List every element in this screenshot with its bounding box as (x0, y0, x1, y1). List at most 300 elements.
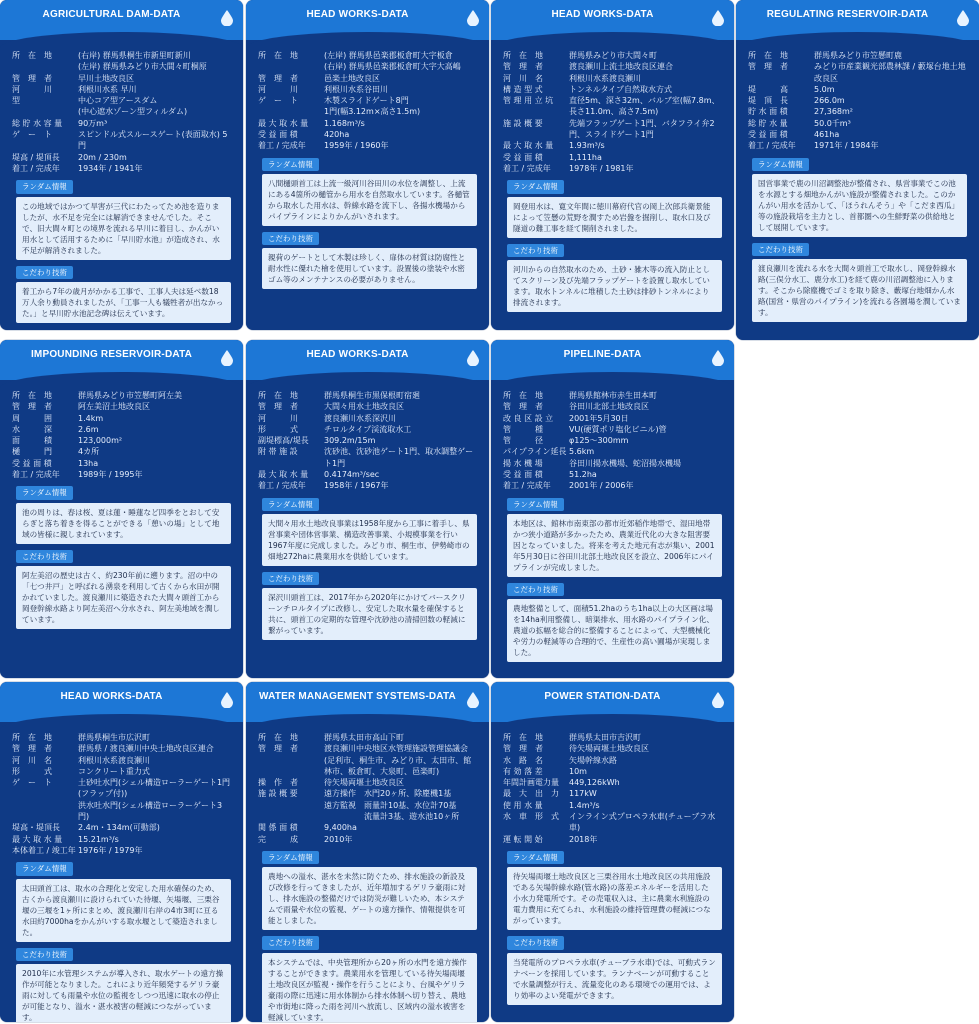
spec-label: 河 川 (258, 413, 298, 423)
spec-row (258, 777, 479, 788)
card-water-management (246, 682, 489, 1022)
random-info-text: 大間々用水土地改良事業は1958年度から工事に着手し、県営事業や団体営事業、構造改善事業、小規模事業を行い1967年度に完成しました。みどり市、桐生市、伊勢崎市の畑地272haに農業用水を供給しています。 (262, 514, 477, 566)
spec-row (12, 435, 233, 446)
tech-section (258, 232, 479, 289)
spec-row (258, 446, 479, 469)
spec-label: 管 理 者 (258, 744, 298, 754)
spec-row (12, 95, 233, 118)
spec-label: 総 貯 水 量 (748, 118, 788, 128)
spec-row (12, 469, 233, 480)
spec-label: 水 路 名 (503, 755, 543, 765)
spec-value: 266.0m (814, 96, 845, 106)
spec-label: 所 在 地 (12, 51, 52, 60)
spec-label: 施 設 概 要 (258, 789, 298, 799)
spec-value: 中心コア型アースダム (中心遮水ゾーン型フィルダム) (78, 96, 188, 117)
spec-label: 受 益 面 積 (12, 458, 52, 468)
random-info-label: ランダム情報 (752, 158, 809, 171)
spec-label: 樋 門 (12, 447, 52, 457)
spec-row (12, 834, 233, 845)
card-body (0, 380, 243, 635)
spec-value: 渡良瀬川中央地区水管理施設管理協議会(足利市、桐生市、みどり市、太田市、館林市、板倉町、大泉町、邑楽町) (324, 744, 472, 776)
spec-label: 最 大 取 水 量 (258, 118, 309, 128)
card-title: HEAD WORKS-DATA (306, 9, 409, 20)
spec-value: 420ha (324, 130, 350, 140)
spec-value: (左岸) 群馬県邑楽郡板倉町大字板倉 (右岸) 群馬県邑楽郡板倉町大字大高嶋 (324, 51, 461, 72)
spec-label: 受 益 面 積 (503, 152, 543, 162)
spec-row (258, 480, 479, 491)
tech-text: 当発電所のプロペラ水車(チューブラ水車)では、可動式ランナベーンを採用しています。ランナベーンが可動することで水量調整が行え、流量変化のある環境での運用では、より効率のよい発電ができます。 (507, 953, 722, 1005)
spec-label: 所 在 地 (12, 733, 52, 742)
random-info-section (748, 158, 969, 237)
random-info-label: ランダム情報 (507, 180, 564, 193)
tech-label: こだわり技術 (16, 266, 73, 279)
spec-label: 関 係 面 積 (258, 823, 298, 833)
tech-section (258, 936, 479, 1022)
spec-row (503, 788, 724, 799)
water-drop-icon (467, 10, 479, 26)
spec-value: 309.2m/15m (324, 436, 376, 446)
spec-label: 水 深 (12, 424, 52, 434)
spec-value: 90万m³ (78, 118, 108, 128)
card-head-works-2 (491, 0, 734, 330)
spec-row (503, 469, 724, 480)
tech-label: こだわり技術 (262, 232, 319, 245)
spec-value: 2.4m・134m(可動部) (78, 823, 160, 833)
spec-label: 総 貯 水 容 量 (12, 118, 63, 128)
card-body (246, 722, 489, 1022)
random-info-label: ランダム情報 (262, 498, 319, 511)
tech-text: 着工から7年の歳月がかかる工事で、工事人夫は延べ数18万人余り動員されましたが、「工事一人も犠牲者が出なかった。」と早川貯水池記念碑は伝えています。 (16, 282, 231, 323)
spec-value: 群馬県太田市高山下町 (324, 733, 404, 742)
card-body (491, 380, 734, 668)
spec-label: 形 式 (12, 766, 52, 776)
spec-value: トンネルタイプ自然取水方式 (569, 84, 673, 94)
spec-value: 阿左美沼土地改良区 (78, 402, 150, 412)
spec-value: 117kW (569, 789, 597, 799)
card-body (246, 40, 489, 295)
spec-value: 449,126kWh (569, 778, 620, 788)
spec-value: 矢場幹線水路 (569, 755, 617, 765)
spec-value: 遠方操作 水門20ヶ所、除塵機1基 遠方監視 雨量計10基、水位計70基 流量計3基、遊水池10ヶ所 (324, 789, 460, 822)
spec-value: 1.168m³/s (324, 118, 365, 128)
spec-row (12, 777, 233, 822)
spec-row (503, 446, 724, 457)
card-title: POWER STATION-DATA (544, 691, 661, 702)
spec-label: 面 積 (12, 436, 52, 446)
water-drop-icon (712, 350, 724, 366)
spec-row (258, 390, 479, 401)
spec-row (503, 800, 724, 811)
card-title: WATER MANAGEMENT SYSTEMS-DATA (259, 691, 456, 702)
spec-value: 5.0m (814, 84, 835, 94)
card-title: HEAD WORKS-DATA (306, 349, 409, 360)
spec-row (12, 413, 233, 424)
spec-label: 堤高・堤頂長 (12, 823, 60, 833)
card-head-works-3 (246, 340, 489, 678)
spec-label: 所 在 地 (258, 51, 298, 60)
random-info-section (258, 851, 479, 930)
random-info-label: ランダム情報 (16, 486, 73, 499)
spec-row (503, 84, 724, 95)
tech-label: こだわり技術 (16, 948, 73, 961)
spec-value: 邑楽土地改良区 (324, 73, 380, 83)
card-body (491, 722, 734, 1011)
spec-label: ゲ ー ト (12, 130, 52, 140)
spec-label: 最 大 出 力 (503, 789, 559, 799)
spec-value: 渡良瀬川水系深沢川 (324, 413, 396, 423)
spec-row (503, 424, 724, 435)
spec-value: 先端フラップゲート1門、バタフライ弁2門、スライドゲート1門 (569, 118, 715, 140)
random-info-section (12, 862, 233, 941)
card-impounding-reservoir (0, 340, 243, 678)
spec-value: 群馬県みどり市笠懸町阿左美 (78, 391, 182, 400)
spec-value: 谷田川揚水機場、蛇沼揚水機場 (569, 458, 681, 468)
random-info-label: ランダム情報 (16, 862, 73, 875)
spec-value: 123,000m² (78, 436, 123, 446)
spec-label: 管 理 用 立 坑 (503, 96, 554, 106)
random-info-section (503, 851, 724, 930)
random-info-text: 待矢場両堰土地改良区と三栗谷用水土地改良区の共用施設である矢場幹線水路(管水路)の落差エネルギーを活用した小水力発電所です。その売電収入は、主に農業水利施設の電力費用に充てられ、水利施設の維持管理費の軽減につながっています。 (507, 867, 722, 930)
spec-label: 着工 / 完成年 (258, 481, 306, 491)
spec-label: 所 在 地 (503, 51, 543, 60)
spec-value: 待矢場両堰土地改良区 (569, 744, 649, 754)
spec-label: 堤 頂 長 (748, 96, 788, 106)
random-info-section (258, 498, 479, 566)
spec-label: 堤 高 (748, 84, 788, 94)
spec-value: 4カ所 (78, 447, 100, 457)
spec-value: チロルタイプ渓流取水工 (324, 424, 412, 434)
spec-row (12, 118, 233, 129)
spec-row (503, 390, 724, 401)
spec-row (258, 118, 479, 129)
spec-value: 1971年 / 1984年 (814, 141, 879, 151)
spec-value: 1959年 / 1960年 (324, 141, 389, 151)
card-title: PIPELINE-DATA (563, 349, 642, 360)
random-info-section (12, 180, 233, 259)
random-info-text: 太田頭首工は、取水の合理化と安定した用水確保のため、古くから渡良瀬川に設けられていた待堰、矢場堰、三栗谷堰の三堰を1ヶ所にまとめ、渡良瀬川右岸の4市3町に亘る水田約7000haをかんがいする取水堰として築造されました。 (16, 879, 231, 942)
spec-row (503, 480, 724, 491)
spec-value: 大間々用水土地改良区 (324, 402, 404, 412)
card-title: HEAD WORKS-DATA (60, 691, 163, 702)
spec-value: インライン式プロペラ水車(チューブラ水車) (569, 812, 716, 833)
tech-section (748, 243, 969, 322)
tech-label: こだわり技術 (262, 572, 319, 585)
spec-label: 最 大 取 水 量 (12, 834, 63, 844)
card-title: REGULATING RESERVOIR-DATA (766, 9, 929, 20)
spec-row (503, 61, 724, 72)
spec-label: 河 川 (258, 84, 298, 94)
spec-row (748, 129, 969, 140)
spec-value: 2018年 (569, 834, 598, 844)
spec-row (503, 118, 724, 141)
random-info-text: 八間樋頭首工は上流一級河川谷田川の水位を調整し、上流にある4箇所の樋管から用水を自然取水しています。各樋管から取水した用水は、幹線水路を流下し、各揚水機場からパイプラインによりかんがいされます。 (262, 174, 477, 226)
spec-row (258, 84, 479, 95)
random-info-text: 池の周りは、春は桜、夏は蓮・睡蓮など四季をとおして安らぎと落ち着きを得ることができる「憩いの場」として地域の皆様に親しまれています。 (16, 503, 231, 544)
spec-label: 受 益 面 積 (258, 130, 298, 140)
spec-row (258, 50, 479, 73)
spec-value: 渡良瀬川上流土地改良区連合 (569, 62, 673, 72)
spec-row (748, 50, 969, 61)
spec-label: 最 大 取 水 量 (503, 141, 554, 151)
tech-text: 2010年に水管理システムが導入され、取水ゲートの遠方操作が可能となりました。これにより近年頻発するゲリラ豪雨に対しても雨量や水位の監視をしつつ迅速に取水の停止が可能となり、溢水・湛水被害の軽減につながっています。 (16, 964, 231, 1022)
spec-label: 型 (12, 96, 20, 106)
spec-row (748, 61, 969, 84)
spec-value: 土砂吐水門(シェル構造ローラーゲート1門(フラップ付)) 洪水吐水門(シェル構造ローラーゲート3門) (78, 778, 231, 822)
spec-value: (右岸) 群馬県桐生市新里町新川 (左岸) 群馬県みどり市大間々町桐原 (78, 51, 207, 72)
spec-row (503, 732, 724, 743)
spec-row (258, 129, 479, 140)
random-info-text: 岡登用水は、寛文年間に徳川幕府代官の岡上次郎兵衛景能によって笠懸の荒野を潤すため岩盤を掘削し、取水口及び隧道の難工事を経て開削されました。 (507, 197, 722, 238)
card-title: HEAD WORKS-DATA (551, 9, 654, 20)
spec-row (503, 401, 724, 412)
tech-text: 阿左美沼の歴史は古く、約230年前に遡ります。沼の中の「七つ井戸」と呼ばれる湧泉を利用して古くから水田が開かれていました。渡良瀬川に築造された大間々頭首工から岡登幹線水路より阿左美沼へ分水され、阿左美地域を潤しています。 (16, 566, 231, 629)
spec-label: 受 益 面 積 (503, 470, 543, 480)
spec-row (12, 822, 233, 833)
spec-value: 木製スライドゲート8門 1門(幅3.12m×高さ1.5m) (324, 96, 421, 117)
spec-row (258, 788, 479, 822)
spec-row (12, 84, 233, 95)
spec-label: パイプライン延長 (503, 447, 567, 457)
spec-label: 完 成 (258, 834, 298, 844)
spec-label: 形 式 (258, 424, 298, 434)
spec-label: 着工 / 完成年 (748, 141, 796, 151)
tech-text: 深沢川頭首工は、2017年から2020年にかけてバースクリーンチロルタイプに改修し、安定した取水量を確保すると共に、頭首工の定期的な管理や沈砂池の清掃回数の軽減に繋がっています。 (262, 588, 477, 640)
spec-row (12, 732, 233, 743)
spec-row (258, 469, 479, 480)
random-info-text: 本地区は、館林市南東部の都市近郊稲作地帯で、湿田地帯かつ狭小道路が多かったため、農業近代化の大きな阻害要因となっていました。将来を考えた地元有志が集い、2001年5月30日に谷田川北部土地改良区を設立、2006年にパイプラインが完成しました。 (507, 514, 722, 577)
spec-value: みどり市産業観光部農林課 / 藪塚台地土地改良区 (814, 62, 966, 83)
card-body (491, 40, 734, 318)
spec-row (503, 95, 724, 118)
spec-label: 所 在 地 (258, 391, 298, 400)
spec-label: ゲ ー ト (258, 96, 298, 106)
spec-label: 河 川 名 (503, 73, 543, 83)
spec-value: 50.0千m³ (814, 118, 851, 128)
spec-row (12, 129, 233, 152)
spec-row (748, 140, 969, 151)
tech-section (503, 583, 724, 662)
spec-value: 1.4km (78, 413, 104, 423)
spec-row (748, 106, 969, 117)
spec-label: 貯 水 面 積 (748, 107, 788, 117)
spec-label: 有 効 落 差 (503, 766, 543, 776)
random-info-label: ランダム情報 (262, 158, 319, 171)
spec-value: 9,400ha (324, 823, 357, 833)
random-info-text: 国営事業で鹿の川沼調整池が整備され、県営事業でこの池を水源とする畑地かんがい施設が整備されました。このかんがい用水を活かして、「ほうれんそう」や「こだま西瓜」等の施設栽培を主力とし、首都圏への生鮮野菜の供給地として展開しています。 (752, 174, 967, 237)
tech-label: こだわり技術 (262, 936, 319, 949)
tech-text: 本システムでは、中央管理所から20ヶ所の水門を遠方操作することができます。農業用水を管理している待矢場両堰土地改良区が監視・操作を行うことにより、台風やゲリラ豪雨の際に迅速に用水体制から排水体制へ切り替え、農地や市街地に降った雨を河川へ放流し、区域内の溢水被害を軽減しています。 (262, 953, 477, 1022)
card-body (0, 722, 243, 1022)
spec-row (503, 766, 724, 777)
spec-value: 2001年 / 2006年 (569, 481, 634, 491)
spec-row (503, 435, 724, 446)
water-drop-icon (221, 350, 233, 366)
spec-value: 群馬県館林市赤生田本町 (569, 391, 657, 400)
tech-text: 河川からの自然取水のため、土砂・雑木等の流入防止としてスクリーン及び先端フラップゲートを設置し取水しています。取水トンネルに堆積した土砂は排砂トンネルにより排流されます。 (507, 260, 722, 312)
spec-label: 施 設 概 要 (503, 118, 543, 128)
spec-label: 管 理 者 (503, 744, 543, 754)
spec-value: φ125〜300mm (569, 436, 629, 446)
tech-section (258, 572, 479, 640)
tech-section (12, 550, 233, 629)
spec-value: 15.21m³/s (78, 834, 119, 844)
spec-label: 揚 水 機 場 (503, 458, 543, 468)
spec-row (258, 95, 479, 118)
random-info-section (503, 498, 724, 577)
spec-row (503, 152, 724, 163)
random-info-section (12, 486, 233, 543)
spec-label: 堤高 / 堤頂長 (12, 152, 60, 162)
spec-row (503, 73, 724, 84)
tech-section (12, 948, 233, 1022)
random-info-label: ランダム情報 (262, 851, 319, 864)
water-drop-icon (467, 692, 479, 708)
water-drop-icon (221, 692, 233, 708)
spec-value: 1989年 / 1995年 (78, 470, 143, 480)
spec-row (12, 446, 233, 457)
spec-row (503, 755, 724, 766)
spec-label: 所 在 地 (503, 391, 543, 400)
spec-row (503, 811, 724, 834)
spec-label: 使 用 水 量 (503, 800, 543, 810)
spec-row (748, 95, 969, 106)
spec-value: 群馬県桐生市黒保根町宿廻 (324, 391, 420, 400)
spec-row (503, 413, 724, 424)
tech-label: こだわり技術 (16, 550, 73, 563)
spec-row (12, 424, 233, 435)
spec-value: 51.2ha (569, 470, 597, 480)
spec-value: 沈砂池、沈砂池ゲート1門、取水調整ゲート1門 (324, 447, 474, 468)
spec-row (748, 118, 969, 129)
spec-label: 河 川 (12, 84, 52, 94)
tech-label: こだわり技術 (507, 244, 564, 257)
spec-row (503, 163, 724, 174)
tech-section (503, 936, 724, 1004)
card-title: AGRICULTURAL DAM-DATA (42, 9, 181, 20)
spec-value: 1.4m³/s (569, 800, 600, 810)
spec-row (258, 401, 479, 412)
spec-value: 待矢場両堰土地改良区 (324, 778, 404, 788)
spec-row (503, 777, 724, 788)
card-body (246, 380, 489, 646)
card-head-works-4 (0, 682, 243, 1022)
spec-row (12, 743, 233, 754)
spec-value: 13ha (78, 458, 99, 468)
spec-label: 着工 / 完成年 (503, 481, 551, 491)
spec-row (12, 401, 233, 412)
spec-label: 最 大 取 水 量 (258, 470, 309, 480)
spec-label: 副堤標高/堤長 (258, 436, 309, 446)
spec-label: 所 在 地 (258, 733, 298, 742)
spec-row (12, 152, 233, 163)
spec-label: 管 理 者 (258, 73, 298, 83)
spec-label: 管 理 者 (12, 744, 52, 754)
spec-row (12, 458, 233, 469)
spec-label: 管 種 (503, 424, 543, 434)
spec-value: 1958年 / 1967年 (324, 481, 389, 491)
spec-row (503, 140, 724, 151)
spec-value: 1934年 / 1941年 (78, 163, 143, 173)
random-info-label: ランダム情報 (16, 180, 73, 193)
spec-row (258, 743, 479, 777)
spec-row (258, 732, 479, 743)
spec-label: 構 造 型 式 (503, 84, 543, 94)
spec-value: 群馬県桐生市広沢町 (78, 733, 150, 742)
spec-value: 0.4174m³/sec (324, 470, 380, 480)
spec-value: VU(硬質ポリ塩化ビニル)管 (569, 424, 667, 434)
spec-row (12, 163, 233, 174)
spec-row (12, 845, 233, 856)
spec-label: 運 転 開 始 (503, 834, 543, 844)
spec-label: 河 川 名 (12, 755, 52, 765)
spec-row (258, 834, 479, 845)
spec-value: 2010年 (324, 834, 353, 844)
spec-value: 群馬県みどり市大間々町 (569, 51, 657, 60)
spec-label: 改 良 区 設 立 (503, 413, 554, 423)
tech-section (12, 266, 233, 323)
spec-label: 着工 / 完成年 (503, 163, 551, 173)
random-info-section (503, 180, 724, 237)
spec-label: 着工 / 完成年 (258, 141, 306, 151)
tech-section (503, 244, 724, 312)
spec-value: 利根川水系渡良瀬川 (569, 73, 641, 83)
spec-row (12, 766, 233, 777)
card-pipeline (491, 340, 734, 678)
spec-value: 谷田川北部土地改良区 (569, 402, 649, 412)
spec-value: 2.6m (78, 424, 99, 434)
spec-label: 所 在 地 (12, 391, 52, 400)
water-drop-icon (467, 350, 479, 366)
spec-row (503, 50, 724, 61)
spec-label: 着工 / 完成年 (12, 163, 60, 173)
spec-row (503, 834, 724, 845)
spec-label: 着工 / 完成年 (12, 470, 60, 480)
card-body (0, 40, 243, 329)
spec-row (258, 73, 479, 84)
spec-row (748, 84, 969, 95)
card-title: IMPOUNDING RESERVOIR-DATA (30, 349, 193, 360)
tech-text: 親荷のゲートとして木製は珍しく、扉体の材質は防腐性と耐水性に優れた檜を使用しています。設置後の塗装や水密ゴム等のメンテナンスの必要がありません。 (262, 248, 477, 289)
tech-text: 渡良瀬川を流れる水を大間々頭首工で取水し、岡登幹線水路(三俣分水工、鹿分水工)を経て鹿の川沼調整池に入ります。そこから除塵機でゴミを取り除き、藪塚台地畑かん水路(国営・県営のパイプライン)を流れる各園場を潤しています。 (752, 259, 967, 322)
spec-value: 1.93m³/s (569, 141, 605, 151)
spec-label: 管 理 者 (748, 62, 788, 72)
spec-row (12, 755, 233, 766)
spec-value: 5.6km (569, 447, 595, 457)
water-drop-icon (957, 10, 969, 26)
water-drop-icon (712, 10, 724, 26)
spec-value: 利根川水系渡良瀬川 (78, 755, 150, 765)
spec-value: コンクリート重力式 (78, 766, 150, 776)
spec-row (258, 424, 479, 435)
spec-row (503, 458, 724, 469)
spec-label: 受 益 面 積 (748, 130, 788, 140)
spec-value: 利根川水系谷田川 (324, 84, 388, 94)
spec-label: 所 在 地 (503, 733, 543, 742)
spec-value: 群馬県 / 渡良瀬川中央土地改良区連合 (78, 744, 214, 754)
spec-label: 管 理 者 (12, 73, 52, 83)
spec-row (258, 140, 479, 151)
spec-row (12, 50, 233, 73)
spec-row (12, 390, 233, 401)
tech-text: 農地整備として、面積51.2haのうち1ha以上の大区画は場を14ha利用整備し、暗渠排水、用水路のパイプライン化、農道の拡幅を総合的に整備することによって、大型機械化や労力の軽減等の合理的で、生産性の高い圃場が実現しました。 (507, 599, 722, 662)
spec-value: スピンドル式スルースゲート(表面取水) 5門 (78, 130, 228, 151)
water-drop-icon (221, 10, 233, 26)
card-agricultural-dam (0, 0, 243, 330)
spec-label: 管 径 (503, 436, 543, 446)
tech-label: こだわり技術 (507, 936, 564, 949)
spec-label: 管 理 者 (503, 402, 543, 412)
spec-label: 周 囲 (12, 413, 52, 423)
